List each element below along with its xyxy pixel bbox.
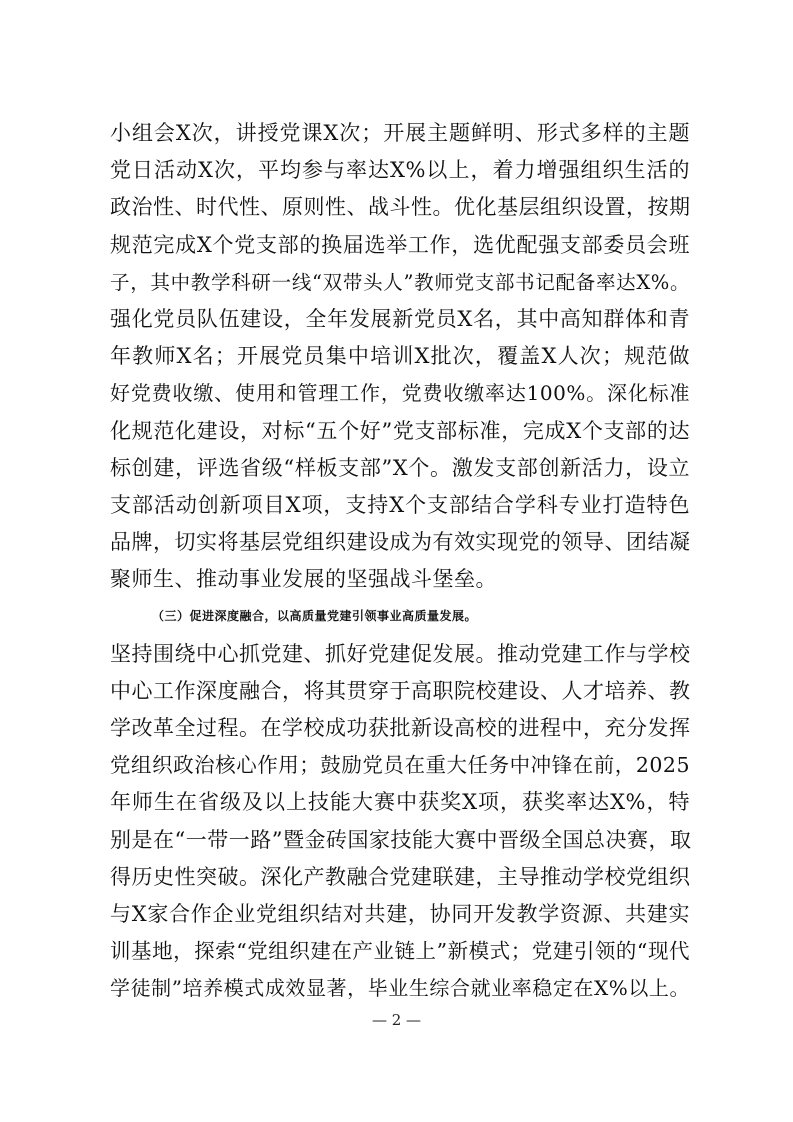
section-heading: （三）促进深度融合，以高质量党建引领事业高质量发展。 xyxy=(152,609,478,624)
text-line: 训基地，探索“党组织建在产业链上”新模式；党建引领的“现代 xyxy=(110,939,690,964)
text-line: 年教师X名；开展党员集中培训X批次，覆盖X人次；规范做 xyxy=(110,344,690,369)
text-line: 年师生在省级及以上技能大赛中获奖X项，获奖率达X%，特 xyxy=(110,790,690,815)
text-line: 学徒制”培养模式成效显著，毕业生综合就业率稳定在X%以上。 xyxy=(110,976,690,1001)
text-line: 学改革全过程。在学校成功获批新设高校的进程中，充分发挥 xyxy=(110,716,691,740)
text-line: 坚持围绕中心抓党建、抓好党建促发展。推动党建工作与学校 xyxy=(110,641,691,666)
text-line: 规范完成X个党支部的换届选举工作，选优配强支部委员会班 xyxy=(110,232,690,257)
page-number: — 2 — xyxy=(371,1011,422,1029)
text-line: 品牌，切实将基层党组织建设成为有效实现党的领导、团结凝 xyxy=(110,530,691,555)
text-line: 党日活动X次，平均参与率达X%以上，着力增强组织生活的 xyxy=(110,158,690,183)
text-line: 得历史性突破。深化产教融合党建联建，主导推动学校党组织 xyxy=(110,864,691,889)
text-line: 化规范化建设，对标“五个好”党支部标准，完成X个支部的达 xyxy=(110,418,690,443)
paragraph-integration xyxy=(110,598,690,1007)
text-line: 小组会X次，讲授党课X次；开展主题鲜明、形式多样的主题 xyxy=(110,121,690,145)
paragraph-branch-building xyxy=(110,115,690,598)
text-line: 强化党员队伍建设，全年发展新党员X名，其中高知群体和青 xyxy=(110,306,690,331)
text-line: 好党费收缴、使用和管理工作，党费收缴率达100%。深化标准 xyxy=(110,381,690,406)
text-line: 与X家合作企业党组织结对共建，协同开发教学资源、共建实 xyxy=(110,901,690,926)
text-line: 党组织政治核心作用；鼓励党员在重大任务中冲锋在前，2025 xyxy=(110,753,690,778)
text-line: 支部活动创新项目X项，支持X个支部结合学科专业打造特色 xyxy=(110,492,690,517)
text-line: 聚师生、推动事业发展的坚强战斗堡垒。 xyxy=(110,567,497,592)
text-line: 标创建，评选省级“样板支部”X个。激发支部创新活力，设立 xyxy=(110,455,690,480)
text-line: 别是在“一带一路”暨金砖国家技能大赛中晋级全国总决赛，取 xyxy=(110,827,692,852)
text-line: 政治性、时代性、原则性、战斗性。优化基层组织设置，按期 xyxy=(110,195,691,220)
text-line: 中心工作深度融合，将其贯穿于高职院校建设、人才培养、教 xyxy=(110,678,691,703)
document-body xyxy=(110,115,690,1008)
text-line: 子，其中教学科研一线“双带头人”教师党支部书记配备率达X%。 xyxy=(110,270,690,294)
